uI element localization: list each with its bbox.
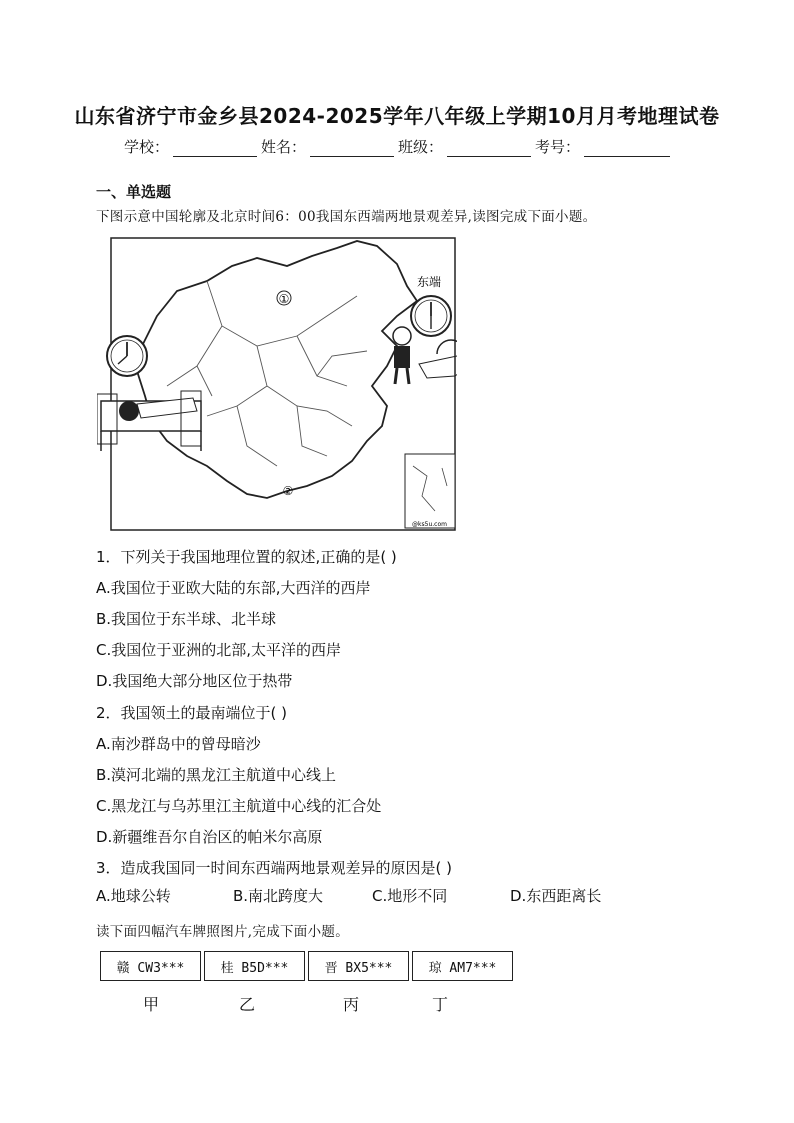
question-1-stem: 1．下列关于我国地理位置的叙述,正确的是( ) — [96, 548, 397, 566]
intro-text-2: 读下面四幅汽车牌照图片,完成下面小题。 — [96, 924, 349, 940]
exam-title: 山东省济宁市金乡县2024-2025学年八年级上学期10月月考地理试卷 — [74, 104, 720, 128]
marker-2-label: ② — [282, 484, 294, 498]
question-3-option-a[interactable]: A.地球公转 — [96, 887, 171, 905]
name-label: 姓名： — [261, 138, 307, 156]
school-label: 学校： — [124, 138, 170, 156]
question-1-option-a[interactable]: A.我国位于亚欧大陆的东部,大西洋的西岸 — [96, 579, 371, 597]
map-source: @ks5u.com — [412, 521, 447, 528]
license-plates-row — [100, 951, 516, 981]
intro-text-1: 下图示意中国轮廓及北京时间6：00我国东西端两地景观差异,读图完成下面小题。 — [96, 209, 597, 225]
question-3-option-d[interactable]: D.东西距离长 — [510, 887, 602, 905]
east-clock-icon — [411, 296, 451, 336]
question-2-option-c[interactable]: C.黑龙江与乌苏里江主航道中心线的汇合处 — [96, 797, 382, 815]
name-blank[interactable] — [310, 140, 394, 157]
exam-no-blank[interactable] — [584, 140, 670, 157]
section-title: 一、单选题 — [96, 183, 172, 201]
question-3-stem: 3．造成我国同一时间东西端两地景观差异的原因是( ) — [96, 859, 453, 877]
question-2-option-d[interactable]: D.新疆维吾尔自治区的帕米尔高原 — [96, 828, 323, 846]
marker-1-label: ① — [278, 292, 290, 306]
question-1-option-c[interactable]: C.我国位于亚洲的北部,太平洋的西岸 — [96, 641, 342, 659]
question-3-option-b[interactable]: B.南北跨度大 — [233, 887, 324, 905]
license-plate-jia: 赣 CW3*** — [100, 951, 201, 981]
east-end-label: 东端 — [417, 275, 442, 289]
question-2-stem: 2．我国领土的最南端位于( ) — [96, 704, 288, 722]
question-1-option-d[interactable]: D.我国绝大部分地区位于热带 — [96, 672, 293, 690]
china-map-figure — [97, 236, 457, 532]
question-1-option-b[interactable]: B.我国位于东半球、北半球 — [96, 610, 277, 628]
class-blank[interactable] — [447, 140, 531, 157]
question-2-option-a[interactable]: A.南沙群岛中的曾母暗沙 — [96, 735, 261, 753]
student-info-row — [124, 136, 674, 157]
class-label: 班级： — [398, 138, 444, 156]
west-clock-icon — [107, 336, 147, 376]
license-plate-ding: 琼 AM7*** — [412, 951, 513, 981]
question-2-option-b[interactable]: B.漠河北端的黑龙江主航道中心线上 — [96, 766, 337, 784]
plate-label-jia: 甲 — [142, 995, 159, 1014]
school-blank[interactable] — [173, 140, 257, 157]
exam-no-label: 考号： — [535, 138, 581, 156]
plate-label-yi: 乙 — [238, 995, 255, 1014]
license-plate-bing: 晋 BX5*** — [308, 951, 409, 981]
south-sea-inset — [405, 454, 455, 528]
question-3-option-c[interactable]: C.地形不同 — [372, 887, 448, 905]
plate-label-bing: 丙 — [342, 995, 359, 1014]
plate-label-ding: 丁 — [431, 995, 448, 1014]
license-plate-yi: 桂 B5D*** — [204, 951, 305, 981]
